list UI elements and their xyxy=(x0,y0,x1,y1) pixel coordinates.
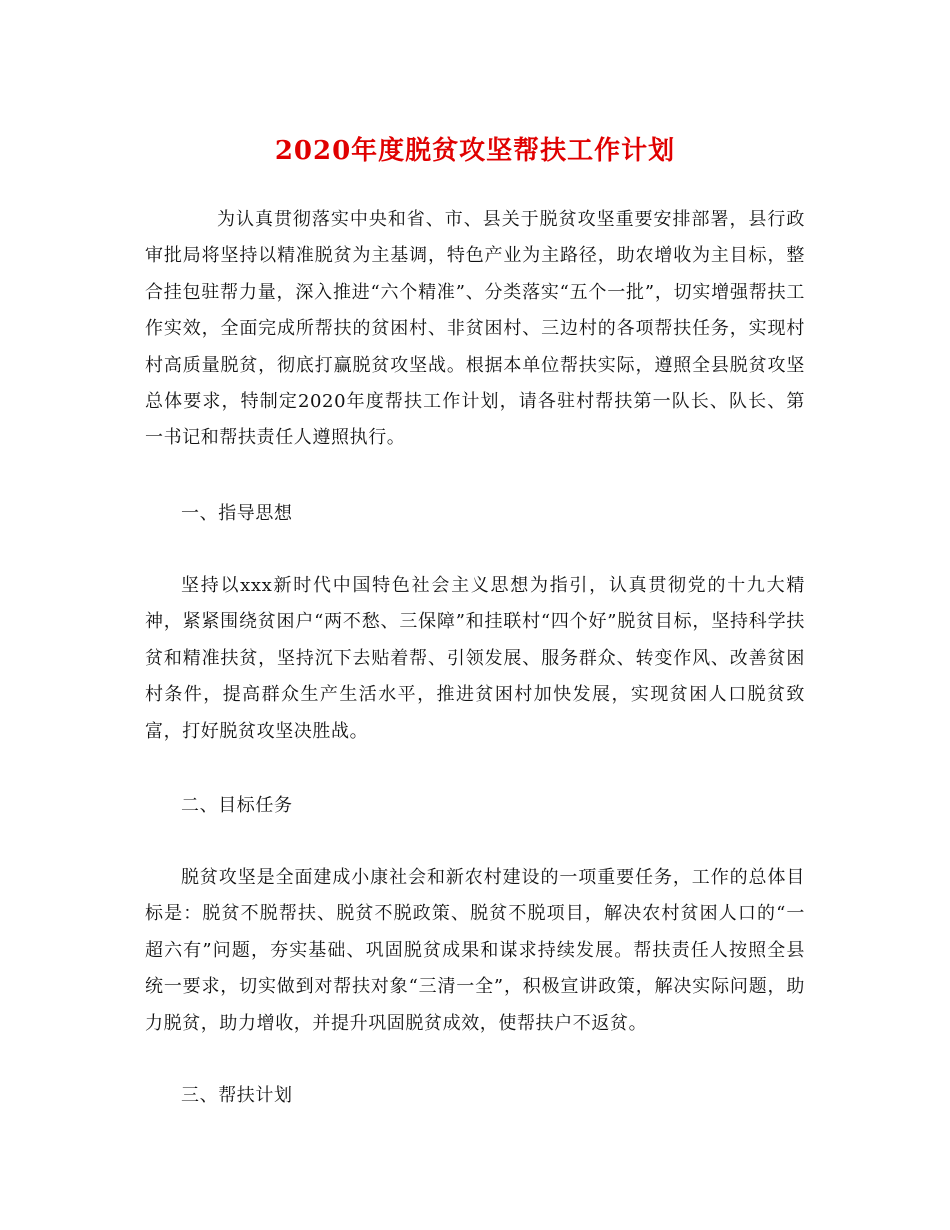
section-heading-goals: 二、目标任务 xyxy=(181,795,293,816)
intro-paragraph: 为认真贯彻落实中央和省、市、县关于脱贫攻坚重要安排部署，县行政审批局将坚持以精准脱贫为主基调，特色产业为主路径，助农增收为主目标，整合挂包驻帮力量，深入推进“六个精准”、分类落实“五个一批”，切实增强帮扶工作实效，全面完成所帮扶的贫困村、非贫困村、三边村的各项帮扶任务，实现村村高质量脱贫，彻底打赢脱贫攻坚战。根据本单位帮扶实际，遵照全县脱贫攻坚总体要求，特制定2020年度帮扶工作计划，请各驻村帮扶第一队长、队长、第一书记和帮扶责任人遵照执行。 xyxy=(145,209,805,449)
section-heading-guiding-ideology: 一、指导思想 xyxy=(181,503,293,524)
section-body-goals: 脱贫攻坚是全面建成小康社会和新农村建设的一项重要任务，工作的总体目标是：脱贫不脱帮扶、脱贫不脱政策、脱贫不脱项目，解决农村贫困人口的“一超六有”问题，夯实基础、巩固脱贫成果和谋求持续发展。帮扶责任人按照全县统一要求，切实做到对帮扶对象“三清一全”，积极宣讲政策，解决实际问题，助力脱贫，助力增收，并提升巩固脱贫成效，使帮扶户不返贫。 xyxy=(145,867,805,1034)
document-title: 2020年度脱贫攻坚帮扶工作计划 xyxy=(274,136,676,166)
section-body-guiding-ideology: 坚持以xxx新时代中国特色社会主义思想为指引，认真贯彻党的十九大精神，紧紧围绕贫困户“两不愁、三保障”和挂联村“四个好”脱贫目标，坚持科学扶贫和精准扶贫，坚持沉下去贴着帮、引领发展、服务群众、转变作风、改善贫困村条件，提高群众生产生活水平，推进贫困村加快发展，实现贫困人口脱贫致富，打好脱贫攻坚决胜战。 xyxy=(145,575,805,742)
section-heading-assistance-plan: 三、帮扶计划 xyxy=(181,1085,293,1106)
